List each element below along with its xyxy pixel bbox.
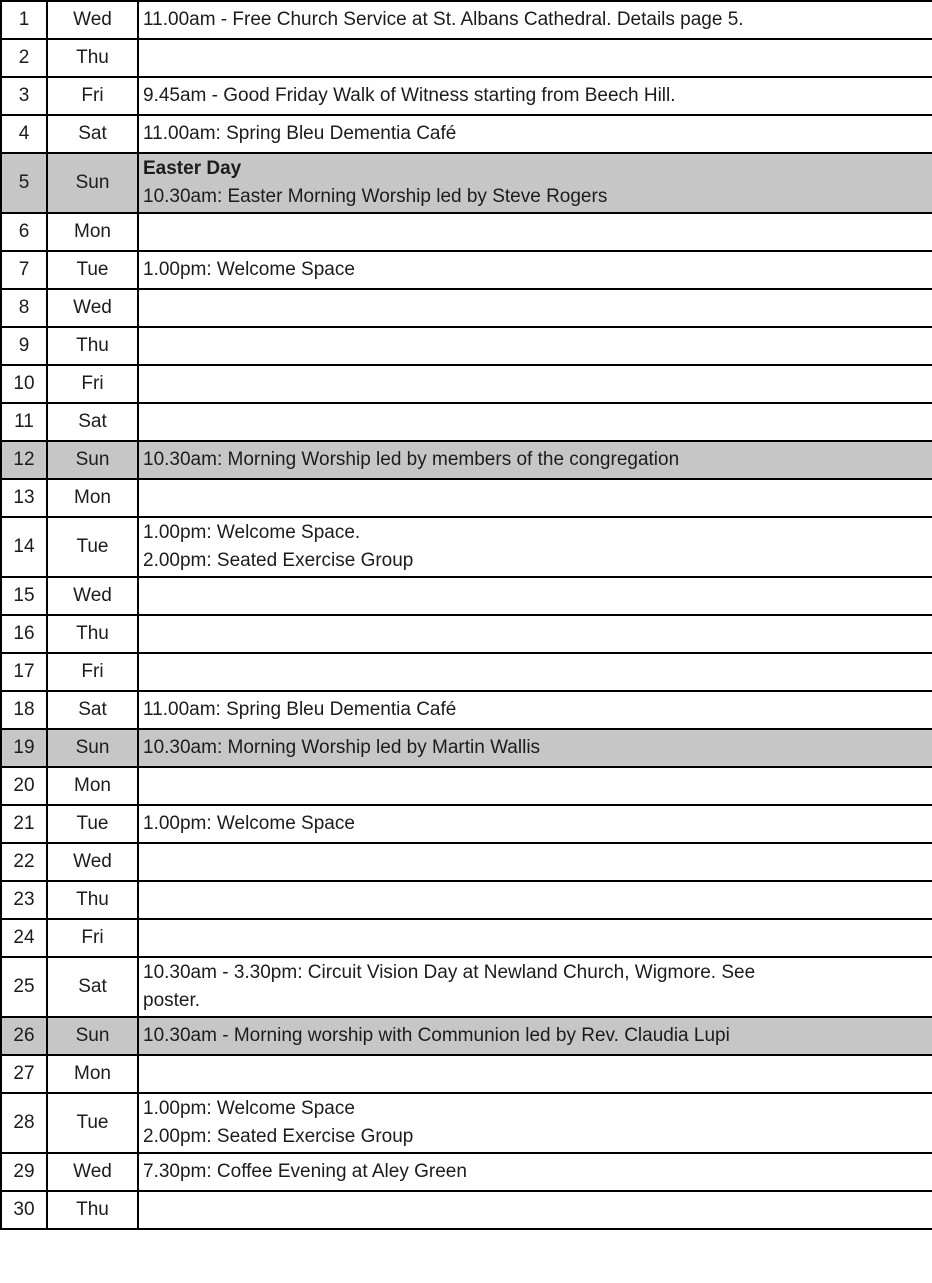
event-line: 10.30am: Morning Worship led by Martin Wallis [143,737,541,758]
weekday-label: Tue [47,251,138,289]
day-number: 13 [1,479,47,517]
day-number: 7 [1,251,47,289]
event-line: poster. [143,990,201,1011]
calendar-row-22 [1,843,932,881]
day-number: 29 [1,1153,47,1191]
day-number: 12 [1,441,47,479]
calendar-row-25 [1,957,932,1017]
weekday-label: Thu [47,39,138,77]
event-cell [138,441,932,479]
event-cell [138,957,932,1017]
calendar-row-3 [1,77,932,115]
event-cell [138,289,932,327]
day-number: 3 [1,77,47,115]
calendar-row-15 [1,577,932,615]
event-cell [138,213,932,251]
calendar-row-14 [1,517,932,577]
calendar-row-29 [1,1153,932,1191]
calendar-row-5 [1,153,932,213]
calendar-body [1,1,932,1229]
calendar-row-21 [1,805,932,843]
event-line: 10.30am: Morning Worship led by members of the congregation [143,449,680,470]
weekday-label: Sat [47,115,138,153]
event-cell [138,881,932,919]
event-line: 1.00pm: Welcome Space [143,813,355,834]
event-cell [138,39,932,77]
event-line: 7.30pm: Coffee Evening at Aley Green [143,1161,467,1182]
weekday-label: Fri [47,919,138,957]
day-number: 16 [1,615,47,653]
day-number: 8 [1,289,47,327]
calendar-row-23 [1,881,932,919]
weekday-label: Mon [47,479,138,517]
calendar-row-2 [1,39,932,77]
event-cell [138,77,932,115]
event-line: 1.00pm: Welcome Space [143,259,355,280]
event-line: 9.45am - Good Friday Walk of Witness starting from Beech Hill. [143,85,676,106]
weekday-label: Fri [47,77,138,115]
weekday-label: Mon [47,767,138,805]
calendar-row-1 [1,1,932,39]
event-cell [138,767,932,805]
calendar-row-30 [1,1191,932,1229]
event-cell [138,1017,932,1055]
event-line: 1.00pm: Welcome Space. [143,522,361,543]
calendar-row-27 [1,1055,932,1093]
weekday-label: Sun [47,729,138,767]
weekday-label: Wed [47,843,138,881]
event-cell [138,653,932,691]
day-number: 5 [1,153,47,213]
event-line: 11.00am: Spring Bleu Dementia Café [143,123,457,144]
event-line: 1.00pm: Welcome Space [143,1098,355,1119]
weekday-label: Wed [47,1,138,39]
day-number: 4 [1,115,47,153]
event-cell [138,365,932,403]
weekday-label: Sat [47,957,138,1017]
weekday-label: Fri [47,653,138,691]
calendar-row-16 [1,615,932,653]
day-number: 10 [1,365,47,403]
day-number: 22 [1,843,47,881]
calendar-row-18 [1,691,932,729]
weekday-label: Sun [47,1017,138,1055]
day-number: 27 [1,1055,47,1093]
calendar-row-10 [1,365,932,403]
calendar-row-13 [1,479,932,517]
event-cell [138,115,932,153]
weekday-label: Thu [47,327,138,365]
weekday-label: Mon [47,1055,138,1093]
weekday-label: Thu [47,615,138,653]
event-cell [138,517,932,577]
weekday-label: Sat [47,403,138,441]
weekday-label: Thu [47,1191,138,1229]
event-line: 2.00pm: Seated Exercise Group [143,1126,414,1147]
calendar-row-28 [1,1093,932,1153]
weekday-label: Wed [47,1153,138,1191]
calendar-row-11 [1,403,932,441]
day-number: 19 [1,729,47,767]
event-cell [138,729,932,767]
event-cell [138,843,932,881]
day-number: 20 [1,767,47,805]
event-cell [138,577,932,615]
weekday-label: Sun [47,153,138,213]
weekday-label: Tue [47,517,138,577]
event-line: 10.30am: Easter Morning Worship led by Steve Rogers [143,186,608,207]
calendar-row-4 [1,115,932,153]
weekday-label: Thu [47,881,138,919]
event-cell [138,805,932,843]
day-number: 24 [1,919,47,957]
event-cell [138,615,932,653]
day-number: 11 [1,403,47,441]
day-number: 2 [1,39,47,77]
event-cell [138,153,932,213]
event-cell [138,1,932,39]
event-cell [138,691,932,729]
calendar-row-19 [1,729,932,767]
event-cell [138,919,932,957]
event-cell [138,479,932,517]
weekday-label: Mon [47,213,138,251]
calendar-row-20 [1,767,932,805]
calendar-row-24 [1,919,932,957]
weekday-label: Sun [47,441,138,479]
day-number: 14 [1,517,47,577]
event-cell [138,403,932,441]
day-number: 21 [1,805,47,843]
weekday-label: Wed [47,577,138,615]
event-cell [138,1191,932,1229]
event-line: 10.30am - Morning worship with Communion led by Rev. Claudia Lupi [143,1025,730,1046]
event-cell [138,251,932,289]
day-number: 28 [1,1093,47,1153]
event-line: 10.30am - 3.30pm: Circuit Vision Day at Newland Church, Wigmore. See [143,962,756,983]
weekday-label: Sat [47,691,138,729]
weekday-label: Tue [47,805,138,843]
weekday-label: Fri [47,365,138,403]
calendar-row-26 [1,1017,932,1055]
calendar-row-6 [1,213,932,251]
event-cell [138,1093,932,1153]
weekday-label: Tue [47,1093,138,1153]
event-line: 11.00am - Free Church Service at St. Albans Cathedral. Details page 5. [143,9,744,30]
day-number: 9 [1,327,47,365]
weekday-label: Wed [47,289,138,327]
event-cell [138,1153,932,1191]
day-number: 17 [1,653,47,691]
calendar-row-12 [1,441,932,479]
calendar-row-7 [1,251,932,289]
day-number: 26 [1,1017,47,1055]
calendar-row-9 [1,327,932,365]
day-number: 15 [1,577,47,615]
day-number: 18 [1,691,47,729]
calendar-row-8 [1,289,932,327]
day-number: 1 [1,1,47,39]
day-number: 25 [1,957,47,1017]
event-line: 2.00pm: Seated Exercise Group [143,550,414,571]
day-number: 23 [1,881,47,919]
event-cell [138,327,932,365]
event-line: 11.00am: Spring Bleu Dementia Café [143,699,457,720]
event-title-line: Easter Day [143,158,242,179]
day-number: 30 [1,1191,47,1229]
day-number: 6 [1,213,47,251]
calendar-row-17 [1,653,932,691]
event-cell [138,1055,932,1093]
